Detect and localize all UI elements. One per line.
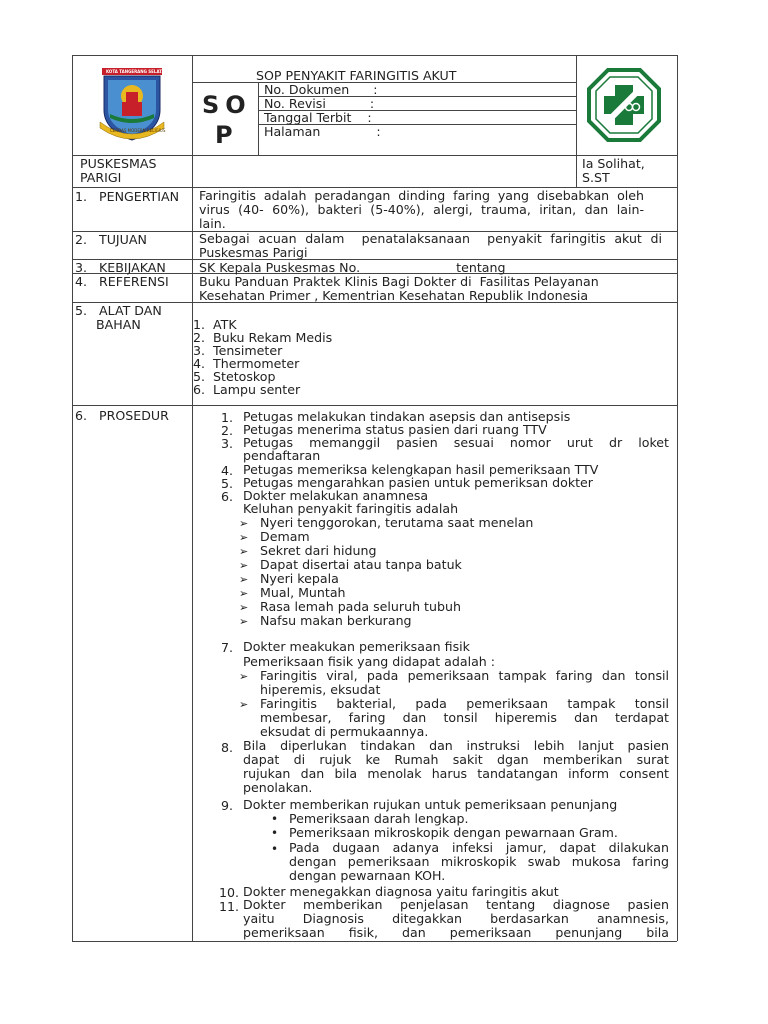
step-number: 6. <box>220 489 233 504</box>
bullet-dot-icon: • <box>271 826 279 840</box>
meta-halaman: Halaman : <box>264 124 381 139</box>
label-bahan: BAHAN <box>96 317 141 332</box>
arrow-bullet-icon: ➢ <box>239 573 249 586</box>
fisik-viral-line: Faringitis viral, pada pemeriksaan tampak faring dan tonsil <box>260 669 669 683</box>
penunjang-jamur-line: dengan pemeriksaan mikroskopik swab mukosa faring <box>289 855 669 869</box>
pengertian-line: virus (40- 60%), bakteri (5-40%), alergi, trauma, iritan, dan lain- <box>199 203 644 217</box>
step-number: 9. <box>220 798 233 813</box>
alat-item: 1. ATK <box>193 317 237 332</box>
step-number: 11. <box>218 899 239 914</box>
signatory-title: S.ST <box>582 170 610 185</box>
step-8-line: dapat di rujuk ke Rumah sakit dgan memberikan surat <box>243 753 669 767</box>
penunjang-item: Pemeriksaan mikroskopik dengan pewarnaan Gram. <box>289 825 618 840</box>
label-kebijakan: 3. KEBIJAKAN <box>75 260 166 275</box>
fisik-bakteri-line: eksudat di permukaannya. <box>260 725 429 739</box>
procedure-step: Petugas menerima status pasien dari ruang TTV <box>243 422 547 437</box>
keluhan-item: Sekret dari hidung <box>260 543 377 558</box>
step-number: 4. <box>220 463 233 478</box>
keluhan-intro: Keluhan penyakit faringitis adalah <box>243 501 459 516</box>
alat-item: 3. Tensimeter <box>193 343 283 358</box>
fisik-bakteri <box>260 697 669 739</box>
procedure-step: Petugas memeriksa kelengkapan hasil pemeriksaan TTV <box>243 462 599 477</box>
step-number: 10. <box>218 885 239 900</box>
fisik-intro: Pemeriksaan fisik yang didapat adalah : <box>243 654 496 669</box>
procedure-step: Petugas memanggil pasien sesuai nomor urut dr loket <box>243 435 669 450</box>
step-8-line: Bila diperlukan tindakan dan instruksi lebih lanjut pasien <box>243 739 669 753</box>
label-tujuan: 2. TUJUAN <box>75 232 147 247</box>
keluhan-item: Nyeri tenggorokan, terutama saat menelan <box>260 515 534 530</box>
penunjang-item: Pemeriksaan darah lengkap. <box>289 811 469 826</box>
sop-label-2: P <box>215 121 239 149</box>
step-11 <box>243 898 669 940</box>
step-11-line: Dokter memberikan penjelasan tentang diagnose pasien <box>243 898 669 912</box>
pengertian-line: Faringitis adalah peradangan dinding faring yang disebabkan oleh <box>199 189 644 203</box>
signatory-name: Ia Solihat, <box>582 156 645 171</box>
step-8-line: rujukan dan bila menolak harus tandatangan inform consent <box>243 767 669 781</box>
keluhan-item: Rasa lemah pada seluruh tubuh <box>260 599 461 614</box>
fisik-viral <box>260 669 669 697</box>
meta-dokumen: No. Dokumen : <box>264 82 378 97</box>
step-number: 7. <box>220 640 233 655</box>
logo-ribbon-text: CERDAS MODERN RELIGIUS <box>110 128 166 133</box>
logo-banner-text: KOTA TANGERANG SELATAN <box>106 69 169 74</box>
puskesmas-logo <box>586 67 662 143</box>
kebijakan-text: SK Kepala Puskesmas No. tentang <box>199 260 506 275</box>
label-alat: 5. ALAT DAN <box>75 303 162 318</box>
referensi-line: Kesehatan Primer , Kementrian Kesehatan Republik Indonesia <box>199 288 589 303</box>
alat-item: 2. Buku Rekam Medis <box>193 330 333 345</box>
keluhan-item: Demam <box>260 529 310 544</box>
sop-label-1: SO <box>202 91 252 119</box>
arrow-bullet-icon: ➢ <box>239 587 249 600</box>
pengertian-text <box>199 189 644 231</box>
arrow-bullet-icon: ➢ <box>239 601 249 614</box>
procedure-step: pendaftaran <box>243 448 321 463</box>
keluhan-item: Mual, Muntah <box>260 585 346 600</box>
arrow-bullet-icon: ➢ <box>239 559 249 572</box>
alat-item: 4. Thermometer <box>193 356 300 371</box>
alat-item: 6. Lampu senter <box>193 382 301 397</box>
step-7: Dokter meakukan pemeriksaan fisik <box>243 639 470 654</box>
alat-item: 5. Stetoskop <box>193 369 276 384</box>
step-number: 2. <box>220 423 233 438</box>
step-11-line: pemeriksaan fisik, dan pemeriksaan penunjang bila <box>243 926 669 940</box>
label-prosedur: 6. PROSEDUR <box>75 408 169 423</box>
arrow-bullet-icon: ➢ <box>239 531 249 544</box>
keluhan-item: Nyeri kepala <box>260 571 339 586</box>
penunjang-jamur-line: Pada dugaan adanya infeksi jamur, dapat dilakukan <box>289 841 669 855</box>
label-referensi: 4. REFERENSI <box>75 274 169 289</box>
step-number: 5. <box>220 476 233 491</box>
org-name-1: PUSKESMAS <box>80 156 157 171</box>
keluhan-item: Nafsu makan berkurang <box>260 613 412 628</box>
fisik-viral-line: hiperemis, eksudat <box>260 683 381 697</box>
arrow-bullet-icon: ➢ <box>239 517 249 530</box>
org-name-2: PARIGI <box>80 170 122 185</box>
puskesmas-emblem-icon <box>586 67 662 143</box>
procedure-step: Dokter melakukan anamnesa <box>243 488 429 503</box>
arrow-bullet-icon: ➢ <box>239 615 249 628</box>
step-9: Dokter memberikan rujukan untuk pemeriksaan penunjang <box>243 797 618 812</box>
penunjang-jamur-line: dengan pewarnaan KOH. <box>289 869 446 883</box>
step-10: Dokter menegakkan diagnosa yaitu faringitis akut <box>243 884 559 899</box>
meta-revisi: No. Revisi : <box>264 96 375 111</box>
tujuan-line: Puskesmas Parigi <box>199 246 308 260</box>
referensi-line: Buku Panduan Praktek Klinis Bagi Dokter di Fasilitas Pelayanan <box>199 274 599 289</box>
label-pengertian: 1. PENGERTIAN <box>75 189 179 204</box>
arrow-bullet-icon: ➢ <box>239 545 249 558</box>
arrow-bullet-icon: ➢ <box>239 670 249 683</box>
step-number: 1. <box>220 410 233 425</box>
meta-terbit: Tanggal Terbit : <box>264 110 372 125</box>
city-logo <box>96 66 168 144</box>
tujuan-text <box>199 232 662 260</box>
procedure-step: Petugas mengarahkan pasien untuk pemeriksan dokter <box>243 475 593 490</box>
arrow-bullet-icon: ➢ <box>239 698 249 711</box>
document-title: SOP PENYAKIT FARINGITIS AKUT <box>256 68 457 83</box>
keluhan-item: Dapat disertai atau tanpa batuk <box>260 557 462 572</box>
step-11-line: yaitu Diagnosis ditegakkan berdasarkan anamnesis, <box>243 912 669 926</box>
bullet-dot-icon: • <box>271 842 279 856</box>
step-number: 3. <box>220 436 233 451</box>
step-number: 8. <box>220 740 233 755</box>
bullet-dot-icon: • <box>271 812 279 826</box>
tujuan-line: Sebagai acuan dalam penatalaksanaan penyakit faringitis akut di <box>199 232 662 246</box>
fisik-bakteri-line: membesar, faring dan tonsil hiperemis dan terdapat <box>260 711 669 725</box>
penunjang-jamur <box>289 841 669 883</box>
fisik-bakteri-line: Faringitis bakterial, pada pemeriksaan tampak tonsil <box>260 697 669 711</box>
pengertian-line: lain. <box>199 217 226 231</box>
procedure-step: Petugas melakukan tindakan asepsis dan antisepsis <box>243 409 571 424</box>
step-8-line: penolakan. <box>243 781 313 795</box>
step-8 <box>243 739 669 795</box>
